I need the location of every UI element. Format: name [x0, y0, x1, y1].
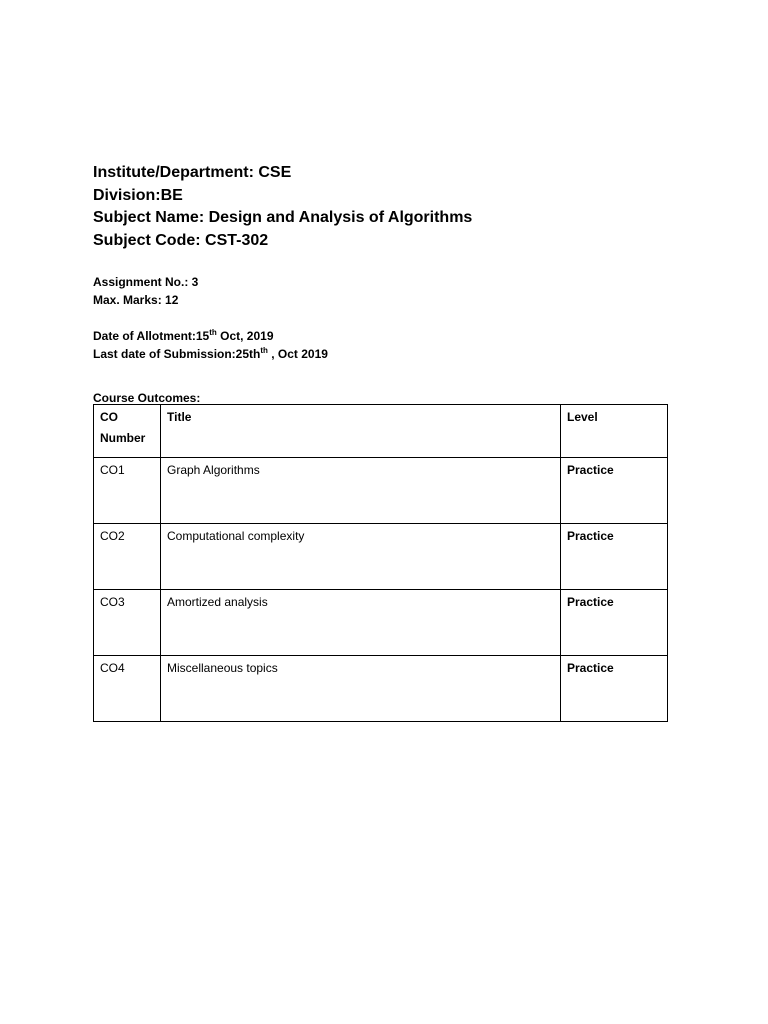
title-cell: Amortized analysis [161, 590, 561, 656]
table-row [94, 656, 668, 722]
submission-date-suffix: , Oct 2019 [267, 347, 328, 361]
course-outcomes-table [93, 404, 668, 722]
co-number-cell: CO3 [94, 590, 161, 656]
level-cell: Practice [561, 524, 668, 590]
institute-line: Institute/Department: CSE [93, 164, 292, 181]
title-cell: Miscellaneous topics [161, 656, 561, 722]
level-cell: Practice [561, 590, 668, 656]
title-cell: Graph Algorithms [161, 458, 561, 524]
header-co-line2: Number [100, 431, 146, 445]
level-cell: Practice [561, 458, 668, 524]
table-header-row [94, 405, 668, 458]
header-title: Title [161, 405, 561, 458]
header-level: Level [561, 405, 668, 458]
co-number-cell: CO1 [94, 458, 161, 524]
header-co-number [94, 405, 161, 458]
dates-block [93, 327, 673, 363]
course-outcomes-label: Course Outcomes: [93, 391, 201, 405]
submission-date-sup: th [260, 346, 268, 355]
division-line: Division:BE [93, 186, 183, 204]
submission-date-prefix: Last date of Submission:25th [93, 347, 261, 361]
header-co-line1: CO [100, 410, 118, 424]
submission-date [93, 345, 673, 363]
assignment-number: Assignment No.: 3 [93, 275, 199, 289]
table-row [94, 458, 668, 524]
allotment-date-sup: th [209, 328, 217, 337]
allotment-date-suffix: Oct, 2019 [216, 329, 274, 343]
level-cell: Practice [561, 656, 668, 722]
assignment-meta [93, 274, 673, 309]
co-number-cell: CO4 [94, 656, 161, 722]
allotment-date-prefix: Date of Allotment:15 [93, 329, 210, 343]
co-number-cell: CO2 [94, 524, 161, 590]
table-row [94, 590, 668, 656]
header-block [93, 162, 673, 252]
max-marks: Max. Marks: 12 [93, 292, 179, 307]
assignment-sheet [93, 162, 673, 722]
allotment-date [93, 327, 673, 345]
title-cell: Computational complexity [161, 524, 561, 590]
subject-name-line: Subject Name: Design and Analysis of Algorithms [93, 209, 473, 226]
subject-code-line: Subject Code: CST-302 [93, 231, 269, 249]
table-row [94, 524, 668, 590]
